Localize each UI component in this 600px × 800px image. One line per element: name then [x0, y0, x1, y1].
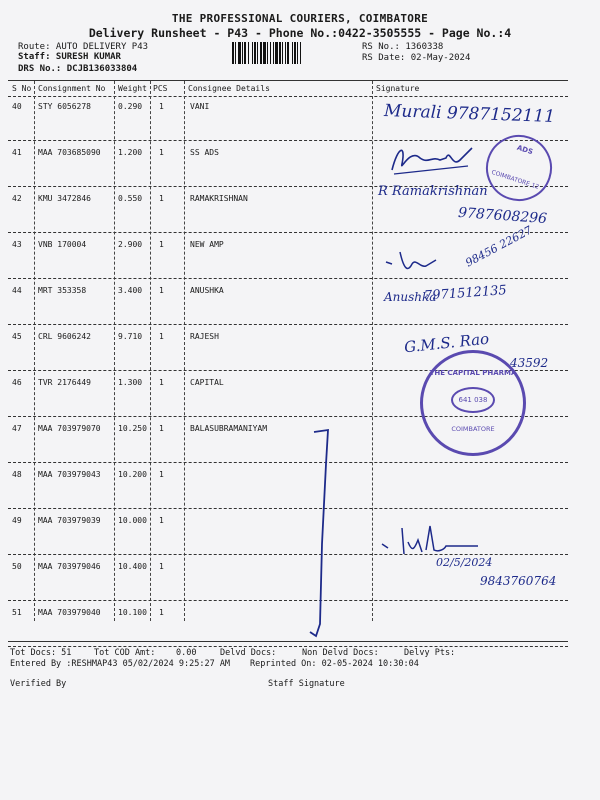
cell-weight: 10.400: [118, 562, 147, 571]
cell-sno: 44: [12, 286, 22, 295]
cell-weight: 3.400: [118, 286, 143, 295]
handwritten-phone-row-44: 7971512135: [423, 283, 508, 304]
cell-pcs: 1: [159, 102, 164, 111]
cell-consignee: NEW AMP: [190, 240, 224, 249]
capital-pharma-rubber-stamp: [420, 350, 526, 456]
runsheet-title: Delivery Runsheet - P43 - Phone No.:0422-3505555 - Page No.:4: [88, 26, 512, 40]
row-divider: [8, 600, 568, 601]
cell-weight: 0.550: [118, 194, 143, 203]
delivery-points: Delvy Pts:: [404, 648, 456, 658]
row-divider: [8, 508, 568, 509]
table-header-rule: [8, 96, 568, 97]
total-docs: Tot Docs: 51: [10, 648, 72, 658]
stamp-ads-text: ADS: [515, 143, 534, 157]
staff-label: Staff: SURESH KUMAR: [18, 52, 121, 62]
staff-signature: Staff Signature: [268, 679, 345, 689]
cell-sno: 50: [12, 562, 22, 571]
col-divider: [34, 81, 35, 621]
handwritten-name-row-44: Anushka: [384, 290, 437, 304]
handwritten-phone-row-50: 9843760764: [480, 574, 557, 588]
row-divider: [8, 232, 568, 233]
col-divider: [184, 81, 185, 621]
verified-by: Verified By: [10, 679, 67, 689]
cell-weight: 10.250: [118, 424, 147, 433]
row-divider: [8, 554, 568, 555]
cell-weight: 1.300: [118, 378, 143, 387]
cell-pcs: 1: [159, 608, 164, 617]
cell-consignee: VANI: [190, 102, 210, 111]
cell-sno: 46: [12, 378, 22, 387]
stamp-ads-city: COIMBATORE 12: [490, 168, 540, 191]
cell-pcs: 1: [159, 378, 164, 387]
cell-consignment: STY 6056278: [38, 102, 91, 111]
pen-strike-line: [300, 424, 340, 644]
delivered-docs: Delvd Docs:: [220, 648, 277, 658]
handwritten-date-row-50: 02/5/2024: [436, 556, 493, 569]
cell-sno: 42: [12, 194, 22, 203]
cell-consignee: CAPITAL: [190, 378, 224, 387]
drs-number: DRS No.: DCJB136033804: [18, 64, 138, 74]
cell-sno: 45: [12, 332, 22, 341]
cell-consignment: KMU 3472846: [38, 194, 91, 203]
signature-scribble-row-41: [380, 138, 480, 178]
cell-consignee: RAMAKRISHNAN: [190, 194, 248, 203]
cell-weight: 10.100: [118, 608, 147, 617]
total-cod-label: Tot COD Amt:: [94, 648, 156, 658]
cell-consignment: TVR 2176449: [38, 378, 91, 387]
signature-scribble-row-43: [380, 242, 440, 278]
ads-rubber-stamp: [477, 126, 560, 209]
cell-consignment: CRL 9606242: [38, 332, 91, 341]
row-divider: [8, 646, 568, 647]
cell-sno: 49: [12, 516, 22, 525]
cell-sno: 40: [12, 102, 22, 111]
cell-consignment: MAA 703979039: [38, 516, 101, 525]
cell-pcs: 1: [159, 470, 164, 479]
route-label: Route: AUTO DELIVERY P43: [18, 42, 149, 52]
cell-sno: 41: [12, 148, 22, 157]
cell-weight: 10.200: [118, 470, 147, 479]
table-top-rule: [8, 80, 568, 81]
cell-pcs: 1: [159, 516, 164, 525]
cell-consignment: MAA 703979070: [38, 424, 101, 433]
rs-date: RS Date: 02-May-2024: [362, 53, 471, 63]
company-title: THE PROFESSIONAL COURIERS, COIMBATORE: [171, 12, 429, 25]
stamp-capital-code: 641 038: [451, 387, 495, 413]
row-divider: [8, 324, 568, 325]
total-cod-value: 0.00: [176, 648, 197, 658]
handwritten-name-row-42: R Ramakrishnan: [378, 184, 488, 199]
cell-pcs: 1: [159, 562, 164, 571]
cell-consignment: MAA 703979040: [38, 608, 101, 617]
cell-consignment: MAA 703685090: [38, 148, 101, 157]
handwritten-number-row-45: 43592: [510, 356, 549, 370]
cell-pcs: 1: [159, 332, 164, 341]
cell-consignment: MAA 703979046: [38, 562, 101, 571]
col-header-weight: Weight: [118, 84, 147, 93]
cell-weight: 9.710: [118, 332, 143, 341]
col-header-signature: Signature: [376, 84, 420, 93]
row-divider: [8, 462, 568, 463]
col-divider: [372, 81, 373, 621]
cell-consignee: RAJESH: [190, 332, 219, 341]
row-divider: [8, 140, 568, 141]
barcode: [232, 42, 350, 64]
cell-weight: 0.290: [118, 102, 143, 111]
entered-by: Entered By :RESHMAP43 05/02/2024 9:25:27 AM: [10, 659, 231, 669]
cell-consignment: MAA 703979043: [38, 470, 101, 479]
cell-consignee: ANUSHKA: [190, 286, 224, 295]
cell-sno: 48: [12, 470, 22, 479]
non-delivered-docs: Non Delvd Docs:: [302, 648, 379, 658]
handwritten-receiver-row-40: Murali 9787152111: [383, 101, 556, 127]
cell-consignment: MRT 353358: [38, 286, 87, 295]
cell-consignment: VNB 170004: [38, 240, 87, 249]
row-divider: [8, 278, 568, 279]
col-divider: [114, 81, 115, 621]
cell-weight: 2.900: [118, 240, 143, 249]
cell-weight: 1.200: [118, 148, 143, 157]
cell-pcs: 1: [159, 148, 164, 157]
rs-number: RS No.: 1360338: [362, 42, 444, 52]
col-divider: [150, 81, 151, 621]
cell-consignee: BALASUBRAMANIYAM: [190, 424, 268, 433]
cell-sno: 43: [12, 240, 22, 249]
cell-sno: 51: [12, 608, 22, 617]
col-header-consignee: Consignee Details: [188, 84, 270, 93]
cell-consignee: SS ADS: [190, 148, 219, 157]
handwritten-name-row-45: G.M.S. Rao: [403, 329, 490, 357]
col-header-sno: S No: [12, 84, 32, 93]
footer-rule: [8, 641, 568, 642]
cell-pcs: 1: [159, 240, 164, 249]
stamp-capital-city: COIMBATORE: [451, 425, 495, 433]
col-header-pcs: PCS: [153, 84, 168, 93]
handwritten-phone-row-42: 9787608296: [457, 204, 548, 228]
cell-pcs: 1: [159, 424, 164, 433]
reprinted-on: Reprinted On: 02-05-2024 10:30:04: [250, 659, 419, 669]
cell-pcs: 1: [159, 286, 164, 295]
cell-pcs: 1: [159, 194, 164, 203]
cell-sno: 47: [12, 424, 22, 433]
cell-weight: 10.000: [118, 516, 147, 525]
col-header-consignment: Consignment No: [38, 84, 106, 93]
handwritten-number-row-43: 98456 22627: [463, 223, 535, 270]
stamp-capital-name: THE CAPITAL PHARMA: [429, 369, 517, 377]
